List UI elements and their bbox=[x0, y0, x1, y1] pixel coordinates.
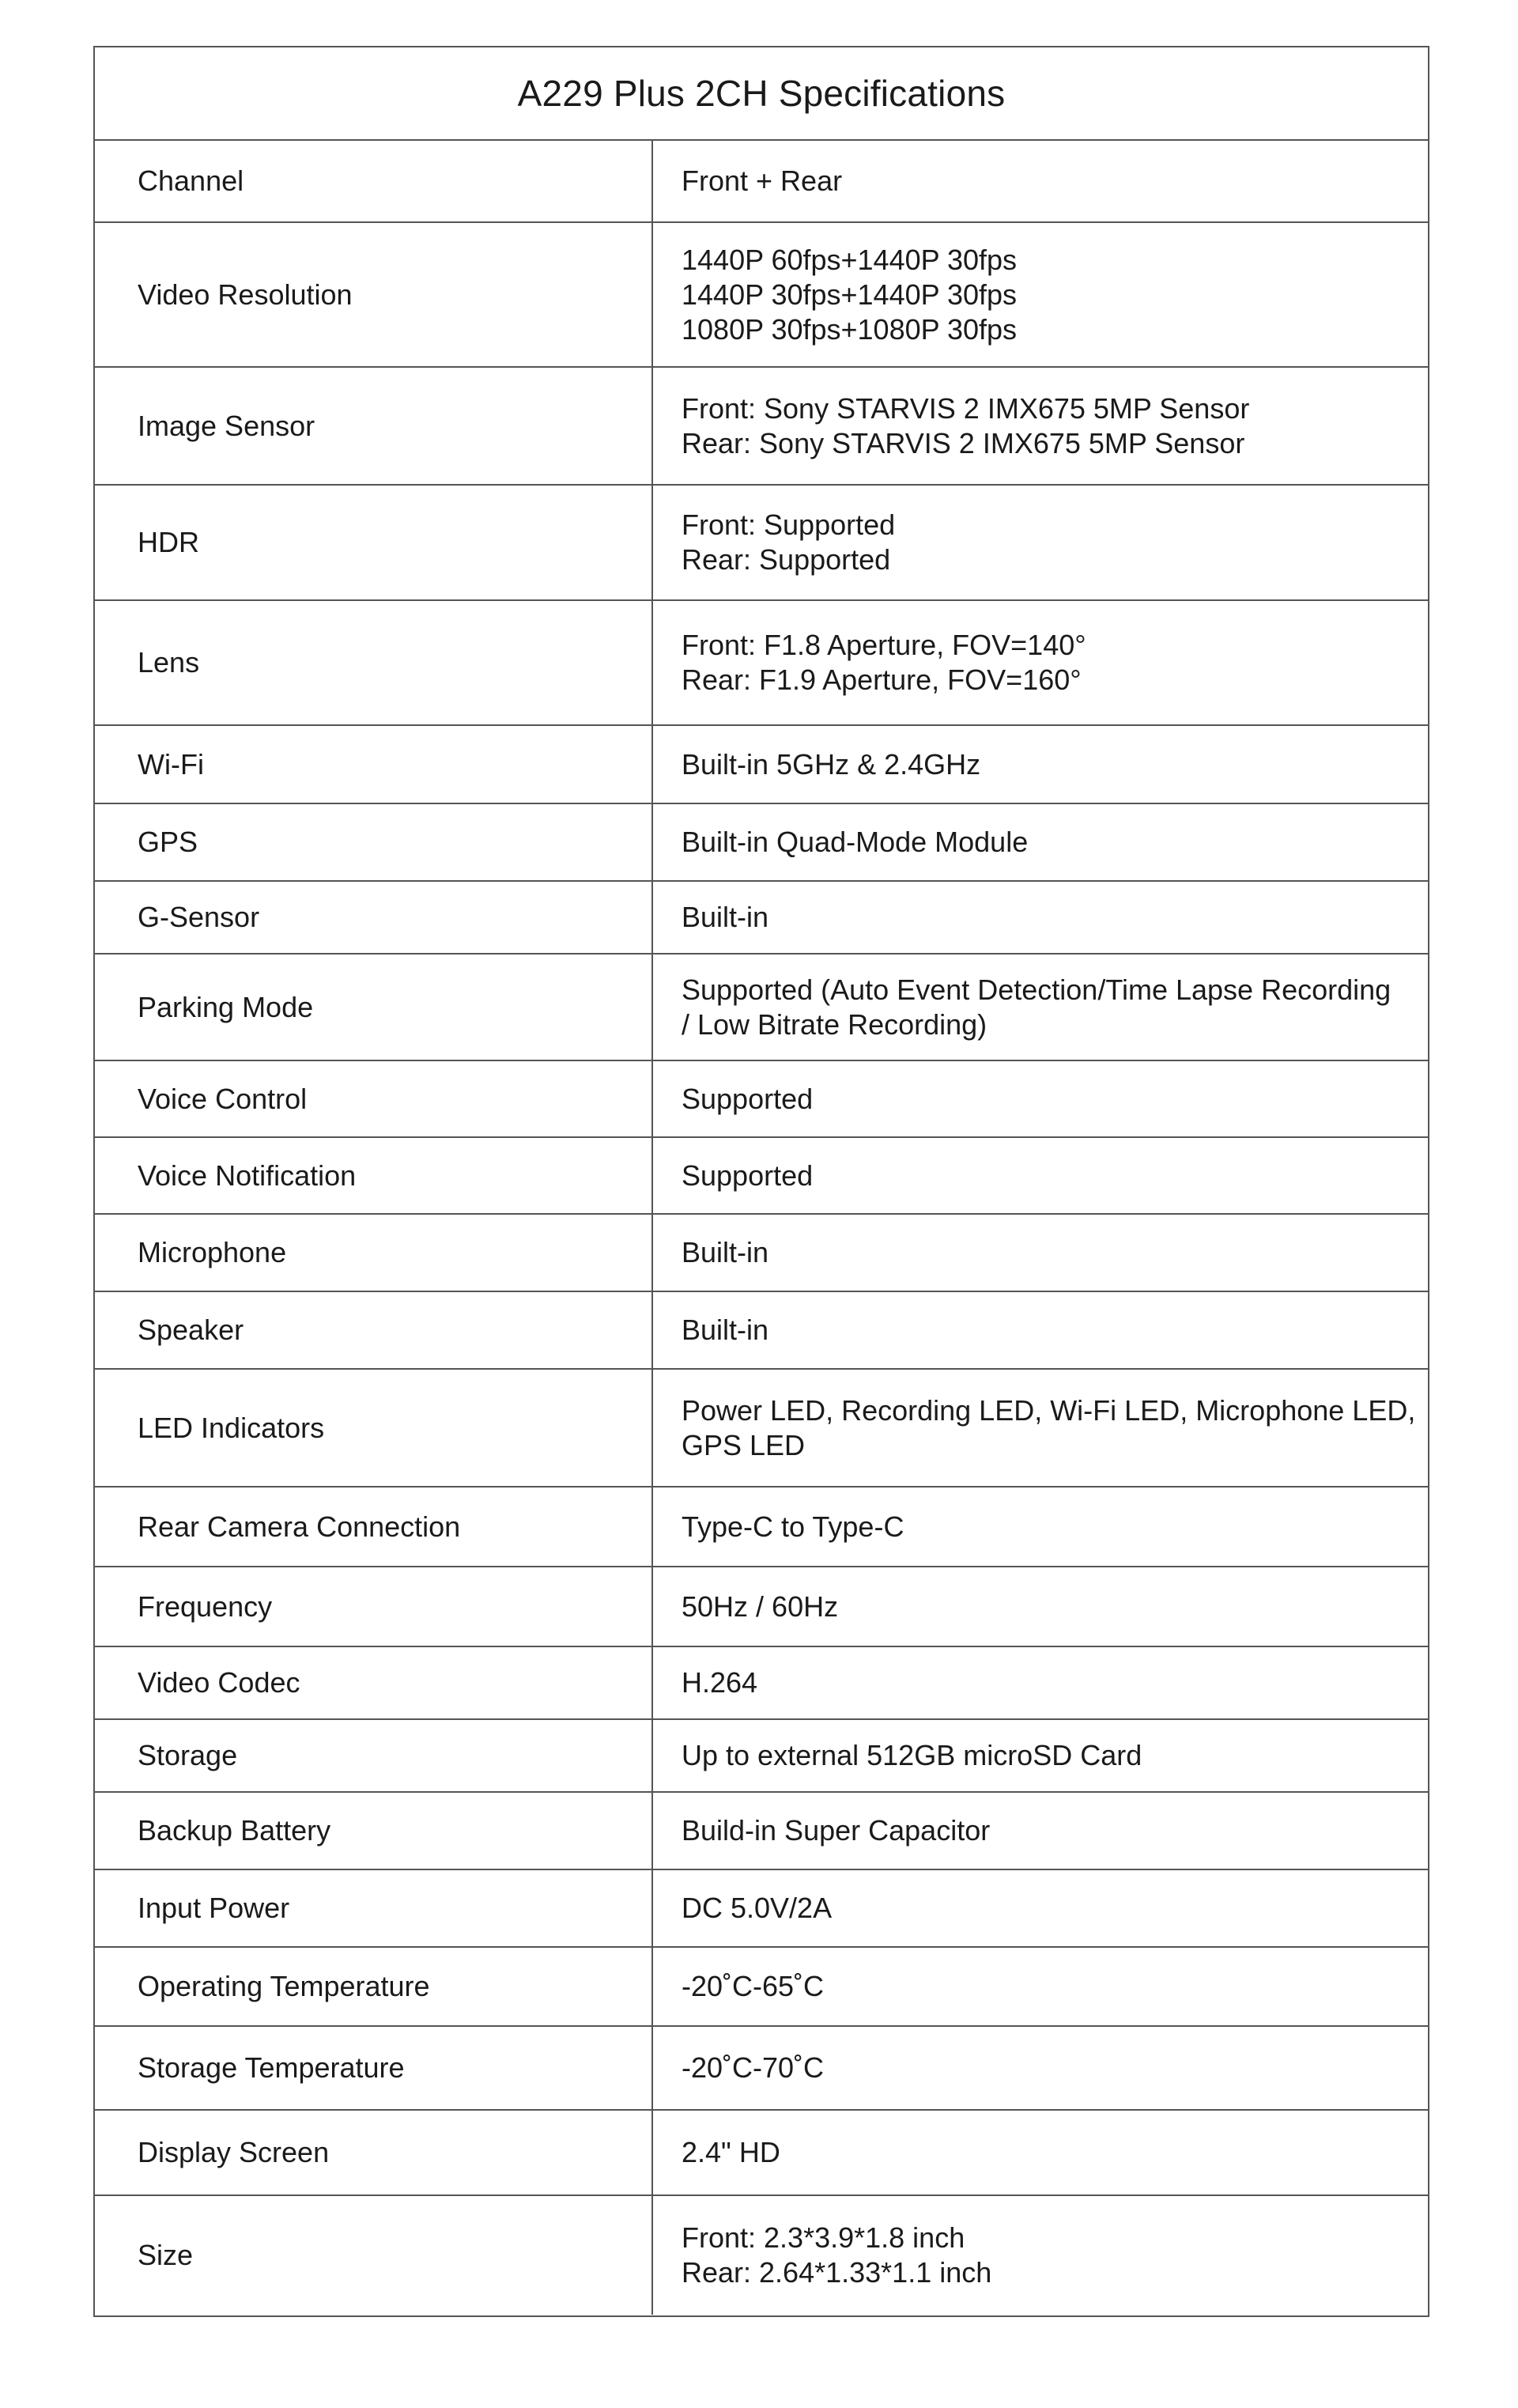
spec-value bbox=[653, 1793, 1428, 1870]
spec-value-line: Built-in bbox=[682, 1236, 769, 1268]
spec-value-line: Front: F1.8 Aperture, FOV=140° bbox=[682, 629, 1086, 661]
spec-value-lines bbox=[682, 1969, 824, 2004]
spec-value-lines bbox=[682, 1813, 990, 1848]
spec-value-line: H.264 bbox=[682, 1666, 758, 1699]
spec-value-line: 1080P 30fps+1080P 30fps bbox=[682, 312, 1018, 346]
table-title: A229 Plus 2CH Specifications bbox=[95, 47, 1428, 141]
spec-value bbox=[653, 2111, 1428, 2196]
spec-label: Storage Temperature bbox=[95, 2027, 653, 2111]
spec-value-line: Rear: 2.64*1.33*1.1 inch bbox=[682, 2256, 992, 2289]
spec-label: Lens bbox=[95, 601, 653, 726]
spec-value-line: -20˚C-70˚C bbox=[682, 2051, 825, 2084]
spec-value-lines bbox=[682, 1235, 768, 1270]
spec-value bbox=[653, 882, 1428, 955]
spec-value bbox=[653, 223, 1428, 368]
spec-value-line: Type-C to Type-C bbox=[682, 1510, 904, 1543]
spec-value-lines bbox=[682, 2051, 824, 2085]
spec-value-line: Rear: Sony STARVIS 2 IMX675 5MP Sensor bbox=[682, 426, 1245, 459]
spec-label: Input Power bbox=[95, 1870, 653, 1948]
spec-value-line: GPS LED bbox=[682, 1428, 806, 1461]
spec-value-lines bbox=[682, 1510, 904, 1544]
spec-value bbox=[653, 1370, 1428, 1488]
specifications-table bbox=[93, 46, 1429, 2317]
spec-label: Size bbox=[95, 2196, 653, 2315]
spec-value-lines bbox=[682, 1891, 832, 1926]
spec-label: Image Sensor bbox=[95, 368, 653, 486]
spec-value-line: Power LED, Recording LED, Wi-Fi LED, Microphone LED, bbox=[682, 1393, 1416, 1427]
spec-label: Microphone bbox=[95, 1215, 653, 1292]
spec-value bbox=[653, 1870, 1428, 1948]
spec-value-line: Front: Sony STARVIS 2 IMX675 5MP Sensor bbox=[682, 391, 1250, 425]
spec-value-line: Build-in Super Capacitor bbox=[682, 1814, 991, 1847]
spec-value-line: Built-in bbox=[682, 1314, 769, 1346]
spec-value bbox=[653, 1138, 1428, 1215]
spec-value-lines bbox=[682, 1665, 757, 1700]
spec-value-lines bbox=[682, 391, 1249, 461]
spec-value bbox=[653, 955, 1428, 1061]
spec-value bbox=[653, 2027, 1428, 2111]
spec-value-lines bbox=[682, 825, 1028, 860]
spec-value-line: Built-in 5GHz & 2.4GHz bbox=[682, 747, 981, 781]
spec-label: Backup Battery bbox=[95, 1793, 653, 1870]
spec-label: Parking Mode bbox=[95, 955, 653, 1061]
spec-value-line: -20˚C-65˚C bbox=[682, 1970, 825, 2002]
spec-value-line: Supported bbox=[682, 1082, 814, 1115]
spec-value bbox=[653, 1567, 1428, 1647]
spec-value-line: Up to external 512GB microSD Card bbox=[682, 1739, 1142, 1771]
spec-value-line: 1440P 60fps+1440P 30fps bbox=[682, 243, 1018, 276]
spec-value-lines bbox=[682, 747, 980, 782]
spec-value bbox=[653, 601, 1428, 726]
spec-value-line: 50Hz / 60Hz bbox=[682, 1590, 839, 1623]
spec-value bbox=[653, 726, 1428, 804]
spec-value-line: Front: 2.3*3.9*1.8 inch bbox=[682, 2221, 965, 2254]
spec-label: Frequency bbox=[95, 1567, 653, 1647]
spec-label: G-Sensor bbox=[95, 882, 653, 955]
spec-value-line: 2.4" HD bbox=[682, 2136, 780, 2168]
spec-value bbox=[653, 1061, 1428, 1138]
spec-value bbox=[653, 1215, 1428, 1292]
spec-value bbox=[653, 1292, 1428, 1370]
spec-value bbox=[653, 486, 1428, 601]
spec-value bbox=[653, 1720, 1428, 1793]
spec-value-lines bbox=[682, 628, 1086, 697]
spec-value-lines bbox=[682, 1590, 838, 1624]
spec-value-lines bbox=[682, 508, 895, 577]
spec-label: Voice Control bbox=[95, 1061, 653, 1138]
spec-label: LED Indicators bbox=[95, 1370, 653, 1488]
spec-value-lines bbox=[682, 2221, 991, 2290]
spec-value-lines bbox=[682, 2135, 780, 2170]
spec-value-line: Rear: Supported bbox=[682, 543, 891, 576]
spec-value bbox=[653, 2196, 1428, 2315]
spec-label: Voice Notification bbox=[95, 1138, 653, 1215]
spec-value-line: Built-in Quad-Mode Module bbox=[682, 826, 1029, 858]
spec-label: Rear Camera Connection bbox=[95, 1488, 653, 1567]
spec-value-lines bbox=[682, 1738, 1142, 1773]
spec-label: Video Resolution bbox=[95, 223, 653, 368]
spec-label: Display Screen bbox=[95, 2111, 653, 2196]
spec-value bbox=[653, 141, 1428, 223]
spec-value-line: 1440P 30fps+1440P 30fps bbox=[682, 278, 1018, 311]
spec-value-lines bbox=[682, 1393, 1415, 1463]
spec-value bbox=[653, 1488, 1428, 1567]
spec-value-line: Supported (Auto Event Detection/Time Lapse Recording bbox=[682, 973, 1392, 1006]
spec-value-lines bbox=[682, 973, 1391, 1042]
spec-value-line: DC 5.0V/2A bbox=[682, 1892, 833, 1924]
spec-value-line: / Low Bitrate Recording) bbox=[682, 1007, 987, 1041]
spec-value-line: Supported bbox=[682, 1159, 814, 1192]
spec-value bbox=[653, 804, 1428, 882]
spec-value-lines bbox=[682, 1082, 813, 1117]
spec-value-line: Built-in bbox=[682, 901, 769, 933]
spec-label: Wi-Fi bbox=[95, 726, 653, 804]
spec-label: Storage bbox=[95, 1720, 653, 1793]
spec-label: GPS bbox=[95, 804, 653, 882]
spec-value bbox=[653, 1948, 1428, 2027]
spec-label: Speaker bbox=[95, 1292, 653, 1370]
spec-value-lines bbox=[682, 1159, 813, 1193]
spec-value-line: Rear: F1.9 Aperture, FOV=160° bbox=[682, 663, 1082, 696]
spec-label: HDR bbox=[95, 486, 653, 601]
spec-value-lines bbox=[682, 900, 768, 935]
spec-value-line: Front + Rear bbox=[682, 164, 843, 197]
spec-label: Channel bbox=[95, 141, 653, 223]
spec-label: Video Codec bbox=[95, 1647, 653, 1720]
spec-value-lines bbox=[682, 243, 1017, 347]
spec-value-line: Front: Supported bbox=[682, 508, 896, 541]
spec-value-lines bbox=[682, 164, 842, 198]
spec-value bbox=[653, 1647, 1428, 1720]
spec-value-lines bbox=[682, 1313, 768, 1348]
spec-value bbox=[653, 368, 1428, 486]
spec-label: Operating Temperature bbox=[95, 1948, 653, 2027]
